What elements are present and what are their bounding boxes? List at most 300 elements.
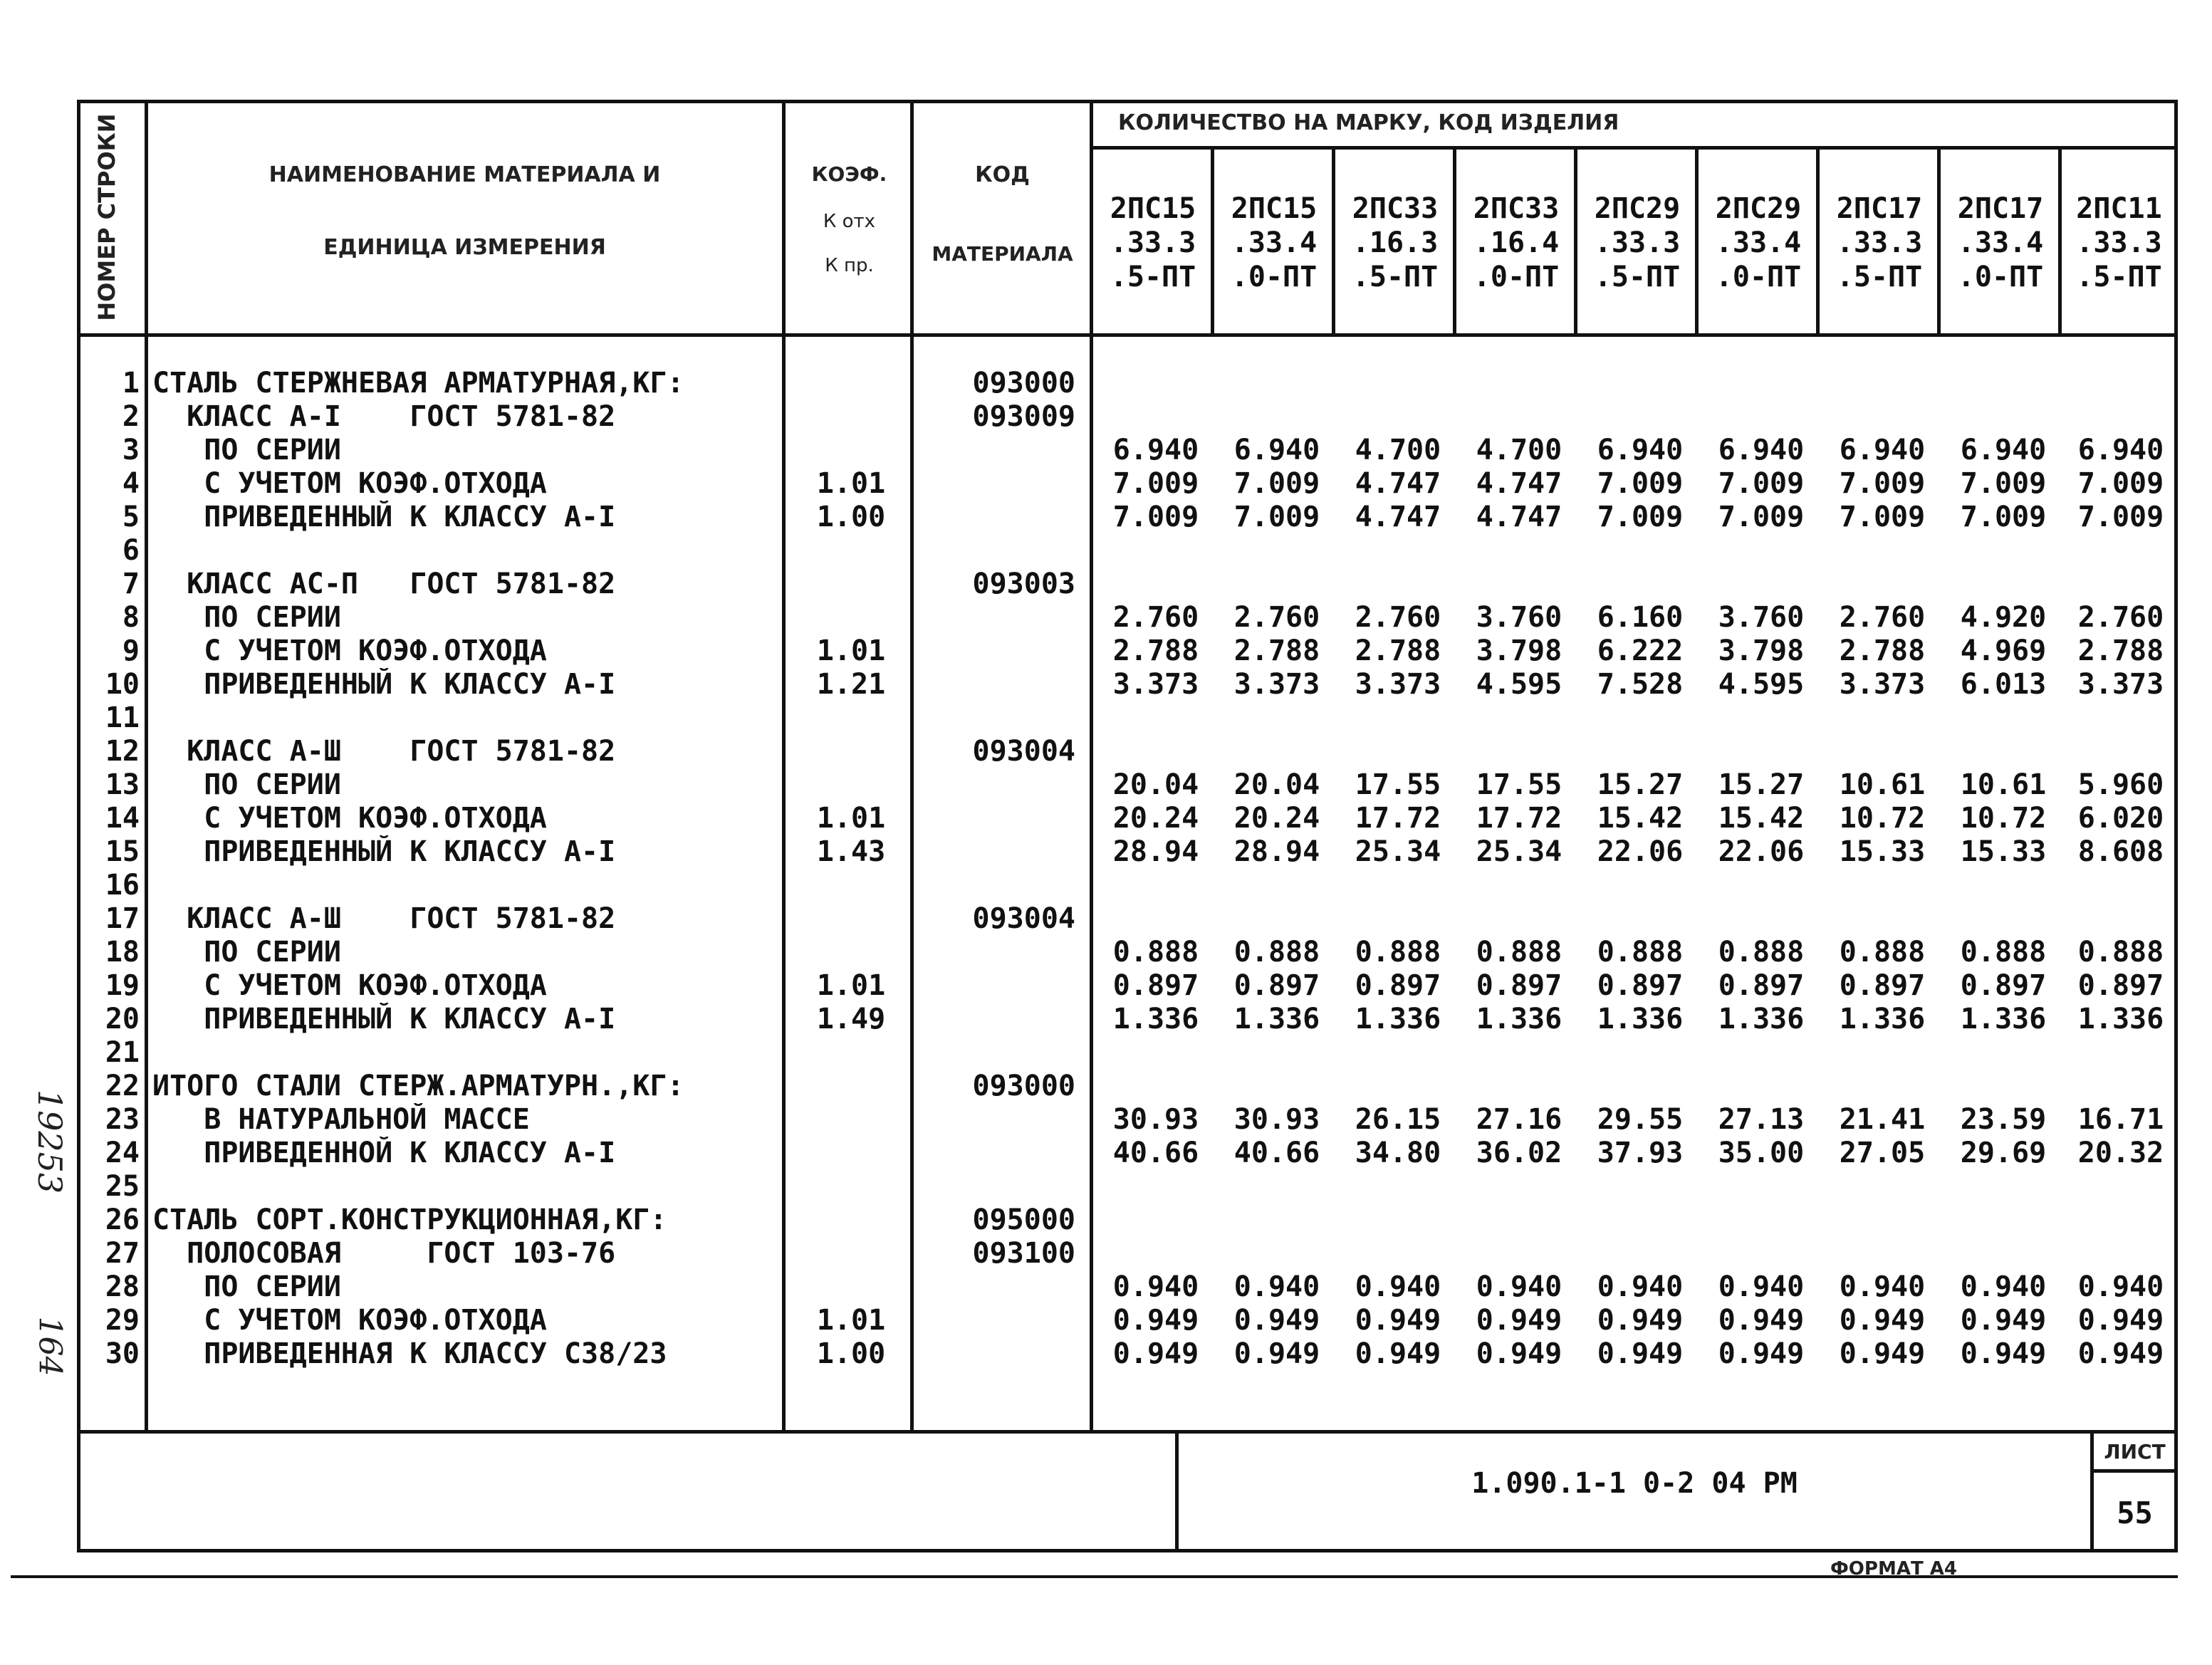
quantity-value bbox=[1216, 534, 1337, 568]
coefficient bbox=[798, 936, 904, 969]
quantity-value bbox=[1337, 1170, 1459, 1204]
quantity-value bbox=[1337, 1070, 1459, 1103]
mark-line: 2ПС29 bbox=[1594, 192, 1681, 225]
quantity-value bbox=[1701, 534, 1822, 568]
quantity-column bbox=[1943, 367, 2064, 1371]
quantity-value bbox=[1580, 1036, 1701, 1070]
coefficient: 1.49 bbox=[816, 1003, 886, 1035]
coefficient bbox=[798, 1103, 904, 1137]
quantity-value: 0.949 bbox=[1718, 1304, 1805, 1337]
row-number: 18 bbox=[105, 936, 140, 969]
mark-header bbox=[1701, 155, 1816, 330]
material-code bbox=[926, 1304, 1075, 1337]
mark-line: 2ПС15 bbox=[1231, 192, 1318, 225]
row-number: 7 bbox=[122, 568, 140, 600]
quantity-value: 0.940 bbox=[1355, 1270, 1441, 1303]
quantity-value: 22.06 bbox=[1597, 835, 1684, 868]
quantity-value bbox=[1943, 367, 2064, 400]
quantity-column bbox=[1095, 367, 1216, 1371]
quantity-value bbox=[1822, 400, 1943, 434]
material-name: ПО СЕРИИ bbox=[152, 434, 341, 466]
coefficient bbox=[798, 568, 904, 601]
footer-top-line bbox=[77, 1430, 2178, 1434]
quantity-value: 3.798 bbox=[1476, 635, 1563, 667]
quantity-value bbox=[1822, 1204, 1943, 1237]
quantity-value: 6.940 bbox=[1112, 434, 1199, 466]
quantity-value: 1.336 bbox=[1960, 1003, 2047, 1035]
mark-line: .33.4 bbox=[1957, 226, 2044, 259]
row-number: 3 bbox=[122, 434, 140, 466]
quantity-value bbox=[1822, 902, 1943, 936]
material-name: ПРИВЕДЕННОЙ К КЛАССУ А-I bbox=[152, 1137, 616, 1169]
quantity-value bbox=[1701, 568, 1822, 601]
quantity-value bbox=[2064, 902, 2178, 936]
coefficient: 1.00 bbox=[816, 1337, 886, 1370]
coefficient bbox=[798, 1137, 904, 1170]
quantity-value: 17.55 bbox=[1476, 768, 1563, 801]
row-number: 24 bbox=[105, 1137, 140, 1169]
quantity-value: 0.888 bbox=[1112, 936, 1199, 969]
material-code bbox=[926, 467, 1075, 501]
material-code bbox=[926, 1137, 1075, 1170]
quantity-value bbox=[1095, 367, 1216, 400]
header-bottom-line bbox=[77, 333, 2178, 337]
quantity-value: 3.760 bbox=[1476, 601, 1563, 634]
quantity-value bbox=[1216, 735, 1337, 768]
material-code-column bbox=[926, 367, 1075, 1371]
quantity-value: 0.888 bbox=[1476, 936, 1563, 969]
quantity-value: 0.940 bbox=[1960, 1270, 2047, 1303]
quantity-value bbox=[1580, 568, 1701, 601]
quantity-value bbox=[1095, 400, 1216, 434]
quantity-value: 6.940 bbox=[1718, 434, 1805, 466]
divider-rownum bbox=[145, 100, 148, 1431]
material-code bbox=[926, 802, 1075, 835]
mark-header bbox=[1216, 155, 1332, 330]
material-name: ПО СЕРИИ bbox=[152, 936, 341, 969]
mark-divider bbox=[1695, 146, 1699, 333]
quantity-value: 7.009 bbox=[1233, 501, 1320, 533]
material-name: ПО СЕРИИ bbox=[152, 1270, 341, 1303]
quantity-value: 0.949 bbox=[1233, 1304, 1320, 1337]
quantity-value: 40.66 bbox=[1233, 1137, 1320, 1169]
quantity-value: 0.940 bbox=[2077, 1270, 2164, 1303]
quantity-value bbox=[1822, 534, 1943, 568]
divider-code bbox=[1090, 100, 1093, 1431]
coefficient: 1.21 bbox=[816, 668, 886, 701]
row-number-column bbox=[100, 367, 140, 1371]
coefficient: 1.43 bbox=[816, 835, 886, 868]
mark-line: .0-ПТ bbox=[1715, 260, 1802, 293]
quantity-value bbox=[1943, 902, 2064, 936]
material-name: КЛАСС А-Ш ГОСТ 5781-82 bbox=[152, 735, 616, 768]
material-code bbox=[926, 668, 1075, 701]
sheet-label: ЛИСТ bbox=[2104, 1440, 2166, 1463]
row-number: 27 bbox=[105, 1237, 140, 1270]
quantity-value: 25.34 bbox=[1355, 835, 1441, 868]
quantity-value: 4.747 bbox=[1355, 501, 1441, 533]
mark-line: .33.3 bbox=[1110, 226, 1196, 259]
quantity-value: 0.888 bbox=[1718, 936, 1805, 969]
quantity-value bbox=[1459, 1070, 1580, 1103]
quantity-value bbox=[1459, 735, 1580, 768]
material-code bbox=[926, 534, 1075, 568]
material-name bbox=[152, 869, 779, 902]
row-number: 26 bbox=[105, 1204, 140, 1236]
material-code bbox=[926, 936, 1075, 969]
quantity-value: 0.888 bbox=[1597, 936, 1684, 969]
material-name-column bbox=[152, 367, 779, 1371]
material-name: В НАТУРАЛЬНОЙ МАССЕ bbox=[152, 1103, 530, 1136]
quantity-value bbox=[1337, 367, 1459, 400]
material-name: КЛАСС А-Ш ГОСТ 5781-82 bbox=[152, 902, 616, 935]
mark-line: 2ПС17 bbox=[1957, 192, 2044, 225]
quantity-value: 0.940 bbox=[1718, 1270, 1805, 1303]
quantity-value: 10.72 bbox=[1960, 802, 2047, 835]
row-number: 13 bbox=[105, 768, 140, 801]
quantity-value bbox=[1095, 1170, 1216, 1204]
row-number: 22 bbox=[105, 1070, 140, 1102]
mark-line: .33.3 bbox=[2076, 226, 2162, 259]
quantity-value bbox=[1943, 1237, 2064, 1270]
quantity-value bbox=[1822, 1070, 1943, 1103]
quantity-value: 2.760 bbox=[1112, 601, 1199, 634]
quantity-value: 1.336 bbox=[1355, 1003, 1441, 1035]
row-number: 8 bbox=[122, 601, 140, 634]
quantity-value: 0.897 bbox=[1718, 969, 1805, 1002]
quantity-value: 15.33 bbox=[1839, 835, 1926, 868]
mark-line: .33.3 bbox=[1836, 226, 1923, 259]
quantity-value: 29.55 bbox=[1597, 1103, 1684, 1136]
quantity-value: 17.72 bbox=[1355, 802, 1441, 835]
quantity-value: 7.009 bbox=[1597, 467, 1684, 500]
material-code bbox=[926, 1036, 1075, 1070]
coefficient bbox=[798, 367, 904, 400]
quantity-value bbox=[1580, 735, 1701, 768]
quantity-value: 0.940 bbox=[1839, 1270, 1926, 1303]
quantity-value: 0.949 bbox=[2077, 1337, 2164, 1370]
header-coef-line3: К пр. bbox=[825, 255, 874, 276]
quantity-value bbox=[1459, 534, 1580, 568]
quantity-value bbox=[1337, 534, 1459, 568]
material-name: ПОЛОСОВАЯ ГОСТ 103-76 bbox=[152, 1237, 616, 1270]
quantity-value bbox=[2064, 367, 2178, 400]
quantity-value bbox=[1822, 869, 1943, 902]
mark-line: .5-ПТ bbox=[1594, 260, 1681, 293]
quantity-column bbox=[1337, 367, 1459, 1371]
quantity-value bbox=[1216, 1070, 1337, 1103]
quantity-value: 6.940 bbox=[1597, 434, 1684, 466]
quantity-value: 4.595 bbox=[1476, 668, 1563, 701]
quantity-value bbox=[1580, 1237, 1701, 1270]
quantity-value: 2.760 bbox=[1233, 601, 1320, 634]
material-name: ПО СЕРИИ bbox=[152, 768, 341, 801]
quantity-value bbox=[1701, 367, 1822, 400]
mark-line: .16.3 bbox=[1352, 226, 1439, 259]
quantity-value bbox=[1095, 1204, 1216, 1237]
side-number: 164 bbox=[31, 1316, 68, 1377]
quantity-value bbox=[2064, 568, 2178, 601]
quantity-value bbox=[1216, 869, 1337, 902]
doc-code: 1.090.1-1 0-2 04 РМ bbox=[1471, 1467, 1798, 1500]
row-number: 6 bbox=[122, 534, 140, 567]
quantity-value: 4.920 bbox=[1960, 601, 2047, 634]
material-code: 093009 bbox=[972, 400, 1075, 433]
quantity-value: 40.66 bbox=[1112, 1137, 1199, 1169]
quantity-value bbox=[1095, 701, 1216, 735]
quantity-value: 15.27 bbox=[1597, 768, 1684, 801]
quantity-value: 21.41 bbox=[1839, 1103, 1926, 1136]
quantity-value: 0.949 bbox=[1355, 1304, 1441, 1337]
material-code: 093003 bbox=[972, 568, 1075, 600]
coefficient bbox=[798, 400, 904, 434]
quantity-value: 7.009 bbox=[1718, 501, 1805, 533]
row-number: 17 bbox=[105, 902, 140, 935]
mark-line: 2ПС29 bbox=[1715, 192, 1802, 225]
row-number: 2 bbox=[122, 400, 140, 433]
quantity-value: 27.05 bbox=[1839, 1137, 1926, 1169]
row-number: 10 bbox=[105, 668, 140, 701]
row-number: 14 bbox=[105, 802, 140, 835]
quantity-value bbox=[1459, 902, 1580, 936]
row-number: 16 bbox=[105, 869, 140, 902]
coefficient bbox=[798, 1070, 904, 1103]
material-name: СТАЛЬ СТЕРЖНЕВАЯ АРМАТУРНАЯ,КГ: bbox=[152, 367, 684, 400]
mark-line: 2ПС15 bbox=[1110, 192, 1196, 225]
mark-header bbox=[1095, 155, 1211, 330]
quantity-value: 20.04 bbox=[1112, 768, 1199, 801]
footer-divider bbox=[1175, 1430, 1179, 1552]
quantity-value bbox=[1216, 1204, 1337, 1237]
mark-line: .5-ПТ bbox=[1352, 260, 1439, 293]
row-number: 20 bbox=[105, 1003, 140, 1035]
material-name: ПРИВЕДЕННЫЙ К КЛАССУ А-I bbox=[152, 835, 616, 868]
quantity-value bbox=[1337, 701, 1459, 735]
material-code: 093000 bbox=[972, 367, 1075, 400]
quantity-value bbox=[1095, 869, 1216, 902]
material-name bbox=[152, 701, 779, 735]
quantity-value: 0.949 bbox=[1839, 1304, 1926, 1337]
quantity-value: 7.009 bbox=[1960, 467, 2047, 500]
quantity-value: 3.373 bbox=[2077, 668, 2164, 701]
quantity-value bbox=[1701, 902, 1822, 936]
divider-name bbox=[782, 100, 786, 1431]
material-code bbox=[926, 1270, 1075, 1304]
quantity-value: 0.949 bbox=[1718, 1337, 1805, 1370]
material-name bbox=[152, 534, 779, 568]
material-code bbox=[926, 1103, 1075, 1137]
quantity-value bbox=[2064, 1170, 2178, 1204]
mark-divider bbox=[2058, 146, 2062, 333]
quantity-value bbox=[1095, 1070, 1216, 1103]
mark-line: 2ПС17 bbox=[1836, 192, 1923, 225]
quantity-value bbox=[2064, 1070, 2178, 1103]
quantity-value bbox=[1095, 568, 1216, 601]
coefficient bbox=[798, 1170, 904, 1204]
mark-line: .5-ПТ bbox=[1110, 260, 1196, 293]
format-label: ФОРМАТ А4 bbox=[1830, 1558, 1957, 1580]
quantity-value bbox=[1216, 367, 1337, 400]
quantity-value: 4.969 bbox=[1960, 635, 2047, 667]
material-name: С УЧЕТОМ КОЭФ.ОТХОДА bbox=[152, 635, 547, 667]
quantity-value bbox=[1580, 400, 1701, 434]
quantity-value: 6.160 bbox=[1597, 601, 1684, 634]
quantity-value: 15.27 bbox=[1718, 768, 1805, 801]
row-number: 5 bbox=[122, 501, 140, 533]
quantity-value: 10.61 bbox=[1960, 768, 2047, 801]
material-code bbox=[926, 635, 1075, 668]
quantity-value: 0.949 bbox=[1355, 1337, 1441, 1370]
material-code bbox=[926, 768, 1075, 802]
quantity-value bbox=[2064, 400, 2178, 434]
quantity-value bbox=[1459, 1170, 1580, 1204]
quantity-value: 0.940 bbox=[1233, 1270, 1320, 1303]
quantity-value: 1.336 bbox=[1112, 1003, 1199, 1035]
quantity-value: 0.897 bbox=[1355, 969, 1441, 1002]
quantity-value: 2.788 bbox=[2077, 635, 2164, 667]
quantity-value bbox=[1822, 367, 1943, 400]
row-number: 30 bbox=[105, 1337, 140, 1370]
quantity-value: 0.949 bbox=[1112, 1337, 1199, 1370]
quantity-value: 1.336 bbox=[1233, 1003, 1320, 1035]
header-name-line2: ЕДИНИЦА ИЗМЕРЕНИЯ bbox=[323, 235, 606, 260]
quantity-value bbox=[1337, 735, 1459, 768]
quantity-value: 7.009 bbox=[1960, 501, 2047, 533]
quantity-value: 0.897 bbox=[1112, 969, 1199, 1002]
coefficient bbox=[798, 601, 904, 635]
sheet-split-line bbox=[2090, 1469, 2178, 1473]
quantity-value bbox=[1216, 1237, 1337, 1270]
quantity-value: 16.71 bbox=[2077, 1103, 2164, 1136]
quantity-value: 4.747 bbox=[1476, 467, 1563, 500]
quantity-value: 28.94 bbox=[1112, 835, 1199, 868]
quantity-value bbox=[1943, 1170, 2064, 1204]
quantity-value bbox=[1580, 1170, 1701, 1204]
row-number: 23 bbox=[105, 1103, 140, 1136]
coefficient: 1.01 bbox=[816, 969, 886, 1002]
quantity-value bbox=[1459, 568, 1580, 601]
quantity-value bbox=[1943, 1036, 2064, 1070]
material-name: СТАЛЬ СОРТ.КОНСТРУКЦИОННАЯ,КГ: bbox=[152, 1204, 667, 1236]
header-code-line2: МАТЕРИАЛА bbox=[932, 242, 1073, 266]
quantity-value bbox=[1701, 735, 1822, 768]
material-code bbox=[926, 835, 1075, 869]
material-name: ИТОГО СТАЛИ СТЕРЖ.АРМАТУРН.,КГ: bbox=[152, 1070, 684, 1102]
mark-divider bbox=[1332, 146, 1335, 333]
quantity-value: 7.009 bbox=[2077, 501, 2164, 533]
coefficient bbox=[798, 1270, 904, 1304]
quantity-value: 15.42 bbox=[1597, 802, 1684, 835]
header-qty-title: КОЛИЧЕСТВО НА МАРКУ, КОД ИЗДЕЛИЯ bbox=[1118, 110, 1619, 135]
mark-divider bbox=[1574, 146, 1577, 333]
row-number: 21 bbox=[105, 1036, 140, 1069]
quantity-value bbox=[1095, 902, 1216, 936]
quantity-value bbox=[1216, 701, 1337, 735]
quantity-value: 20.24 bbox=[1112, 802, 1199, 835]
quantity-column bbox=[1216, 367, 1337, 1371]
quantity-value: 0.949 bbox=[1476, 1337, 1563, 1370]
material-code: 093000 bbox=[972, 1070, 1075, 1102]
material-code: 093004 bbox=[972, 735, 1075, 768]
mark-line: .0-ПТ bbox=[1231, 260, 1318, 293]
quantity-value bbox=[1216, 400, 1337, 434]
quantity-value bbox=[1701, 1036, 1822, 1070]
quantity-value: 35.00 bbox=[1718, 1137, 1805, 1169]
coefficient bbox=[798, 735, 904, 768]
quantity-value: 7.009 bbox=[1233, 467, 1320, 500]
quantity-column bbox=[2064, 367, 2178, 1371]
mark-header bbox=[1943, 155, 2058, 330]
quantity-value: 6.940 bbox=[1233, 434, 1320, 466]
material-code: 093100 bbox=[972, 1237, 1075, 1270]
quantity-value bbox=[2064, 869, 2178, 902]
quantity-value: 3.373 bbox=[1355, 668, 1441, 701]
quantity-value bbox=[1337, 902, 1459, 936]
material-name: КЛАСС АС-П ГОСТ 5781-82 bbox=[152, 568, 616, 600]
header-code-line1: КОД bbox=[975, 162, 1030, 187]
quantity-value: 0.949 bbox=[1476, 1304, 1563, 1337]
quantity-value: 7.009 bbox=[2077, 467, 2164, 500]
quantity-value: 30.93 bbox=[1233, 1103, 1320, 1136]
quantity-value: 0.949 bbox=[1960, 1304, 2047, 1337]
material-code bbox=[926, 969, 1075, 1003]
row-number: 28 bbox=[105, 1270, 140, 1303]
quantity-value: 15.42 bbox=[1718, 802, 1805, 835]
material-code bbox=[926, 601, 1075, 635]
coefficient: 1.01 bbox=[816, 802, 886, 835]
quantity-value bbox=[2064, 534, 2178, 568]
quantity-value: 2.760 bbox=[1355, 601, 1441, 634]
quantity-value: 7.528 bbox=[1597, 668, 1684, 701]
mark-line: .33.4 bbox=[1715, 226, 1802, 259]
row-number: 12 bbox=[105, 735, 140, 768]
quantity-value: 37.93 bbox=[1597, 1137, 1684, 1169]
quantity-value bbox=[1580, 367, 1701, 400]
coefficient bbox=[798, 1036, 904, 1070]
quantity-value bbox=[1216, 568, 1337, 601]
quantity-value: 2.788 bbox=[1233, 635, 1320, 667]
material-name bbox=[152, 1170, 779, 1204]
coefficient bbox=[798, 434, 904, 467]
mark-header bbox=[2064, 155, 2174, 330]
mark-divider bbox=[1816, 146, 1820, 333]
quantity-value: 7.009 bbox=[1839, 467, 1926, 500]
quantity-value: 2.760 bbox=[1839, 601, 1926, 634]
quantity-value: 5.960 bbox=[2077, 768, 2164, 801]
quantity-value bbox=[1701, 1204, 1822, 1237]
material-name: КЛАСС А-I ГОСТ 5781-82 bbox=[152, 400, 616, 433]
quantity-value: 6.020 bbox=[2077, 802, 2164, 835]
quantity-value: 28.94 bbox=[1233, 835, 1320, 868]
quantity-value bbox=[2064, 701, 2178, 735]
quantity-value: 1.336 bbox=[1718, 1003, 1805, 1035]
quantity-value: 0.897 bbox=[1597, 969, 1684, 1002]
coefficient: 1.01 bbox=[816, 467, 886, 500]
quantity-value: 27.16 bbox=[1476, 1103, 1563, 1136]
quantity-value bbox=[1337, 568, 1459, 601]
quantity-value: 0.949 bbox=[1112, 1304, 1199, 1337]
quantity-value: 2.788 bbox=[1839, 635, 1926, 667]
quantity-value: 3.760 bbox=[1718, 601, 1805, 634]
quantity-value: 20.32 bbox=[2077, 1137, 2164, 1169]
coefficient bbox=[798, 1237, 904, 1270]
header-row-no: НОМЕР СТРОКИ bbox=[93, 113, 120, 321]
quantity-value bbox=[1701, 869, 1822, 902]
quantity-value: 0.940 bbox=[1597, 1270, 1684, 1303]
mark-line: 2ПС33 bbox=[1352, 192, 1439, 225]
quantity-value: 1.336 bbox=[1597, 1003, 1684, 1035]
quantity-value bbox=[2064, 735, 2178, 768]
